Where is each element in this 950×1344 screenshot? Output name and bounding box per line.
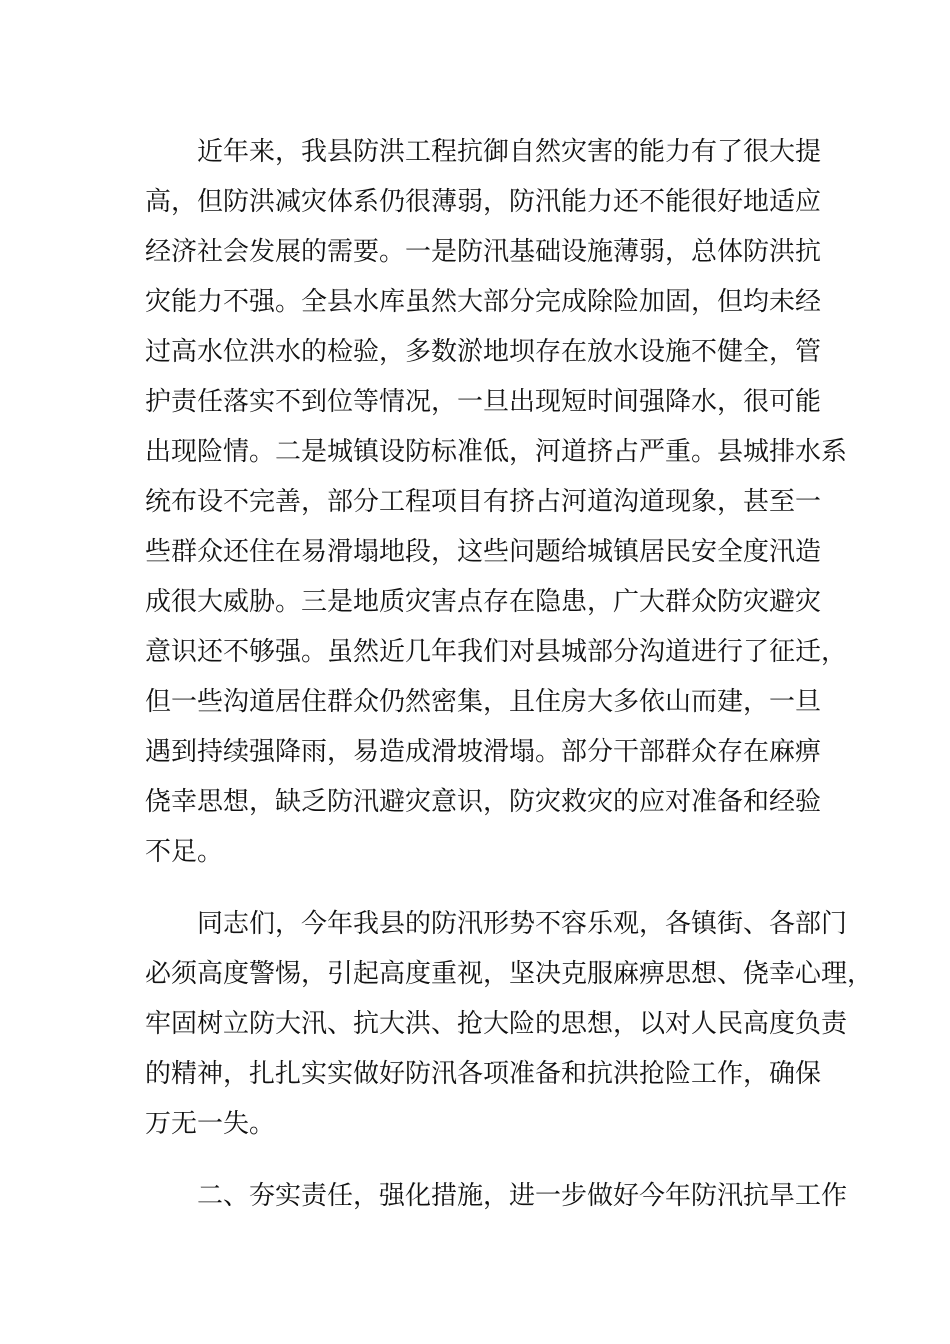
text-line: 遇到持续强降雨，易造成滑坡滑塌。部分干部群众存在麻痹 — [145, 737, 822, 767]
text-line: 些群众还住在易滑塌地段，这些问题给城镇居民安全度汛造 — [145, 537, 822, 567]
paragraph-gap — [145, 1149, 825, 1171]
text-line: 灾能力不强。全县水库虽然大部分完成除险加固，但均未经 — [145, 287, 822, 317]
text-line: 侥幸思想，缺乏防汛避灾意识，防灾救灾的应对准备和经验 — [145, 787, 822, 817]
text-line: 但一些沟道居住群众仍然密集，且住房大多依山而建，一旦 — [145, 687, 822, 717]
text-line: 万无一失。 — [145, 1109, 276, 1139]
paragraph-gap — [145, 877, 825, 899]
text-line: 统布设不完善，部分工程项目有挤占河道沟道现象，甚至一 — [145, 487, 822, 517]
paragraph-flood-situation — [145, 127, 848, 877]
text-line: 牢固树立防大汛、抗大洪、抢大险的思想，以对人民高度负责 — [145, 1009, 848, 1039]
section-heading — [145, 1171, 848, 1221]
text-line: 不足。 — [145, 837, 224, 867]
text-line: 近年来，我县防洪工程抗御自然灾害的能力有了很大提 — [145, 137, 822, 167]
section-heading-line: 二、夯实责任，强化措施，进一步做好今年防汛抗旱工作 — [145, 1181, 848, 1211]
paragraph-comrades — [145, 899, 874, 1149]
text-line: 护责任落实不到位等情况，一旦出现短时间强降水，很可能 — [145, 387, 822, 417]
text-line: 出现险情。二是城镇设防标准低，河道挤占严重。县城排水系 — [145, 437, 848, 467]
text-line: 成很大威胁。三是地质灾害点存在隐患，广大群众防灾避灾 — [145, 587, 822, 617]
text-line: 同志们，今年我县的防汛形势不容乐观，各镇街、各部门 — [145, 909, 848, 939]
text-line: 过高水位洪水的检验，多数淤地坝存在放水设施不健全，管 — [145, 337, 822, 367]
text-line: 必须高度警惕，引起高度重视，坚决克服麻痹思想、侥幸心理， — [145, 959, 874, 989]
text-line: 高，但防洪减灾体系仍很薄弱，防汛能力还不能很好地适应 — [145, 187, 822, 217]
document-body — [145, 127, 874, 1221]
text-line: 意识还不够强。虽然近几年我们对县城部分沟道进行了征迁， — [145, 637, 848, 667]
text-line: 经济社会发展的需要。一是防汛基础设施薄弱，总体防洪抗 — [145, 237, 822, 267]
text-line: 的精神，扎扎实实做好防汛各项准备和抗洪抢险工作，确保 — [145, 1059, 822, 1089]
